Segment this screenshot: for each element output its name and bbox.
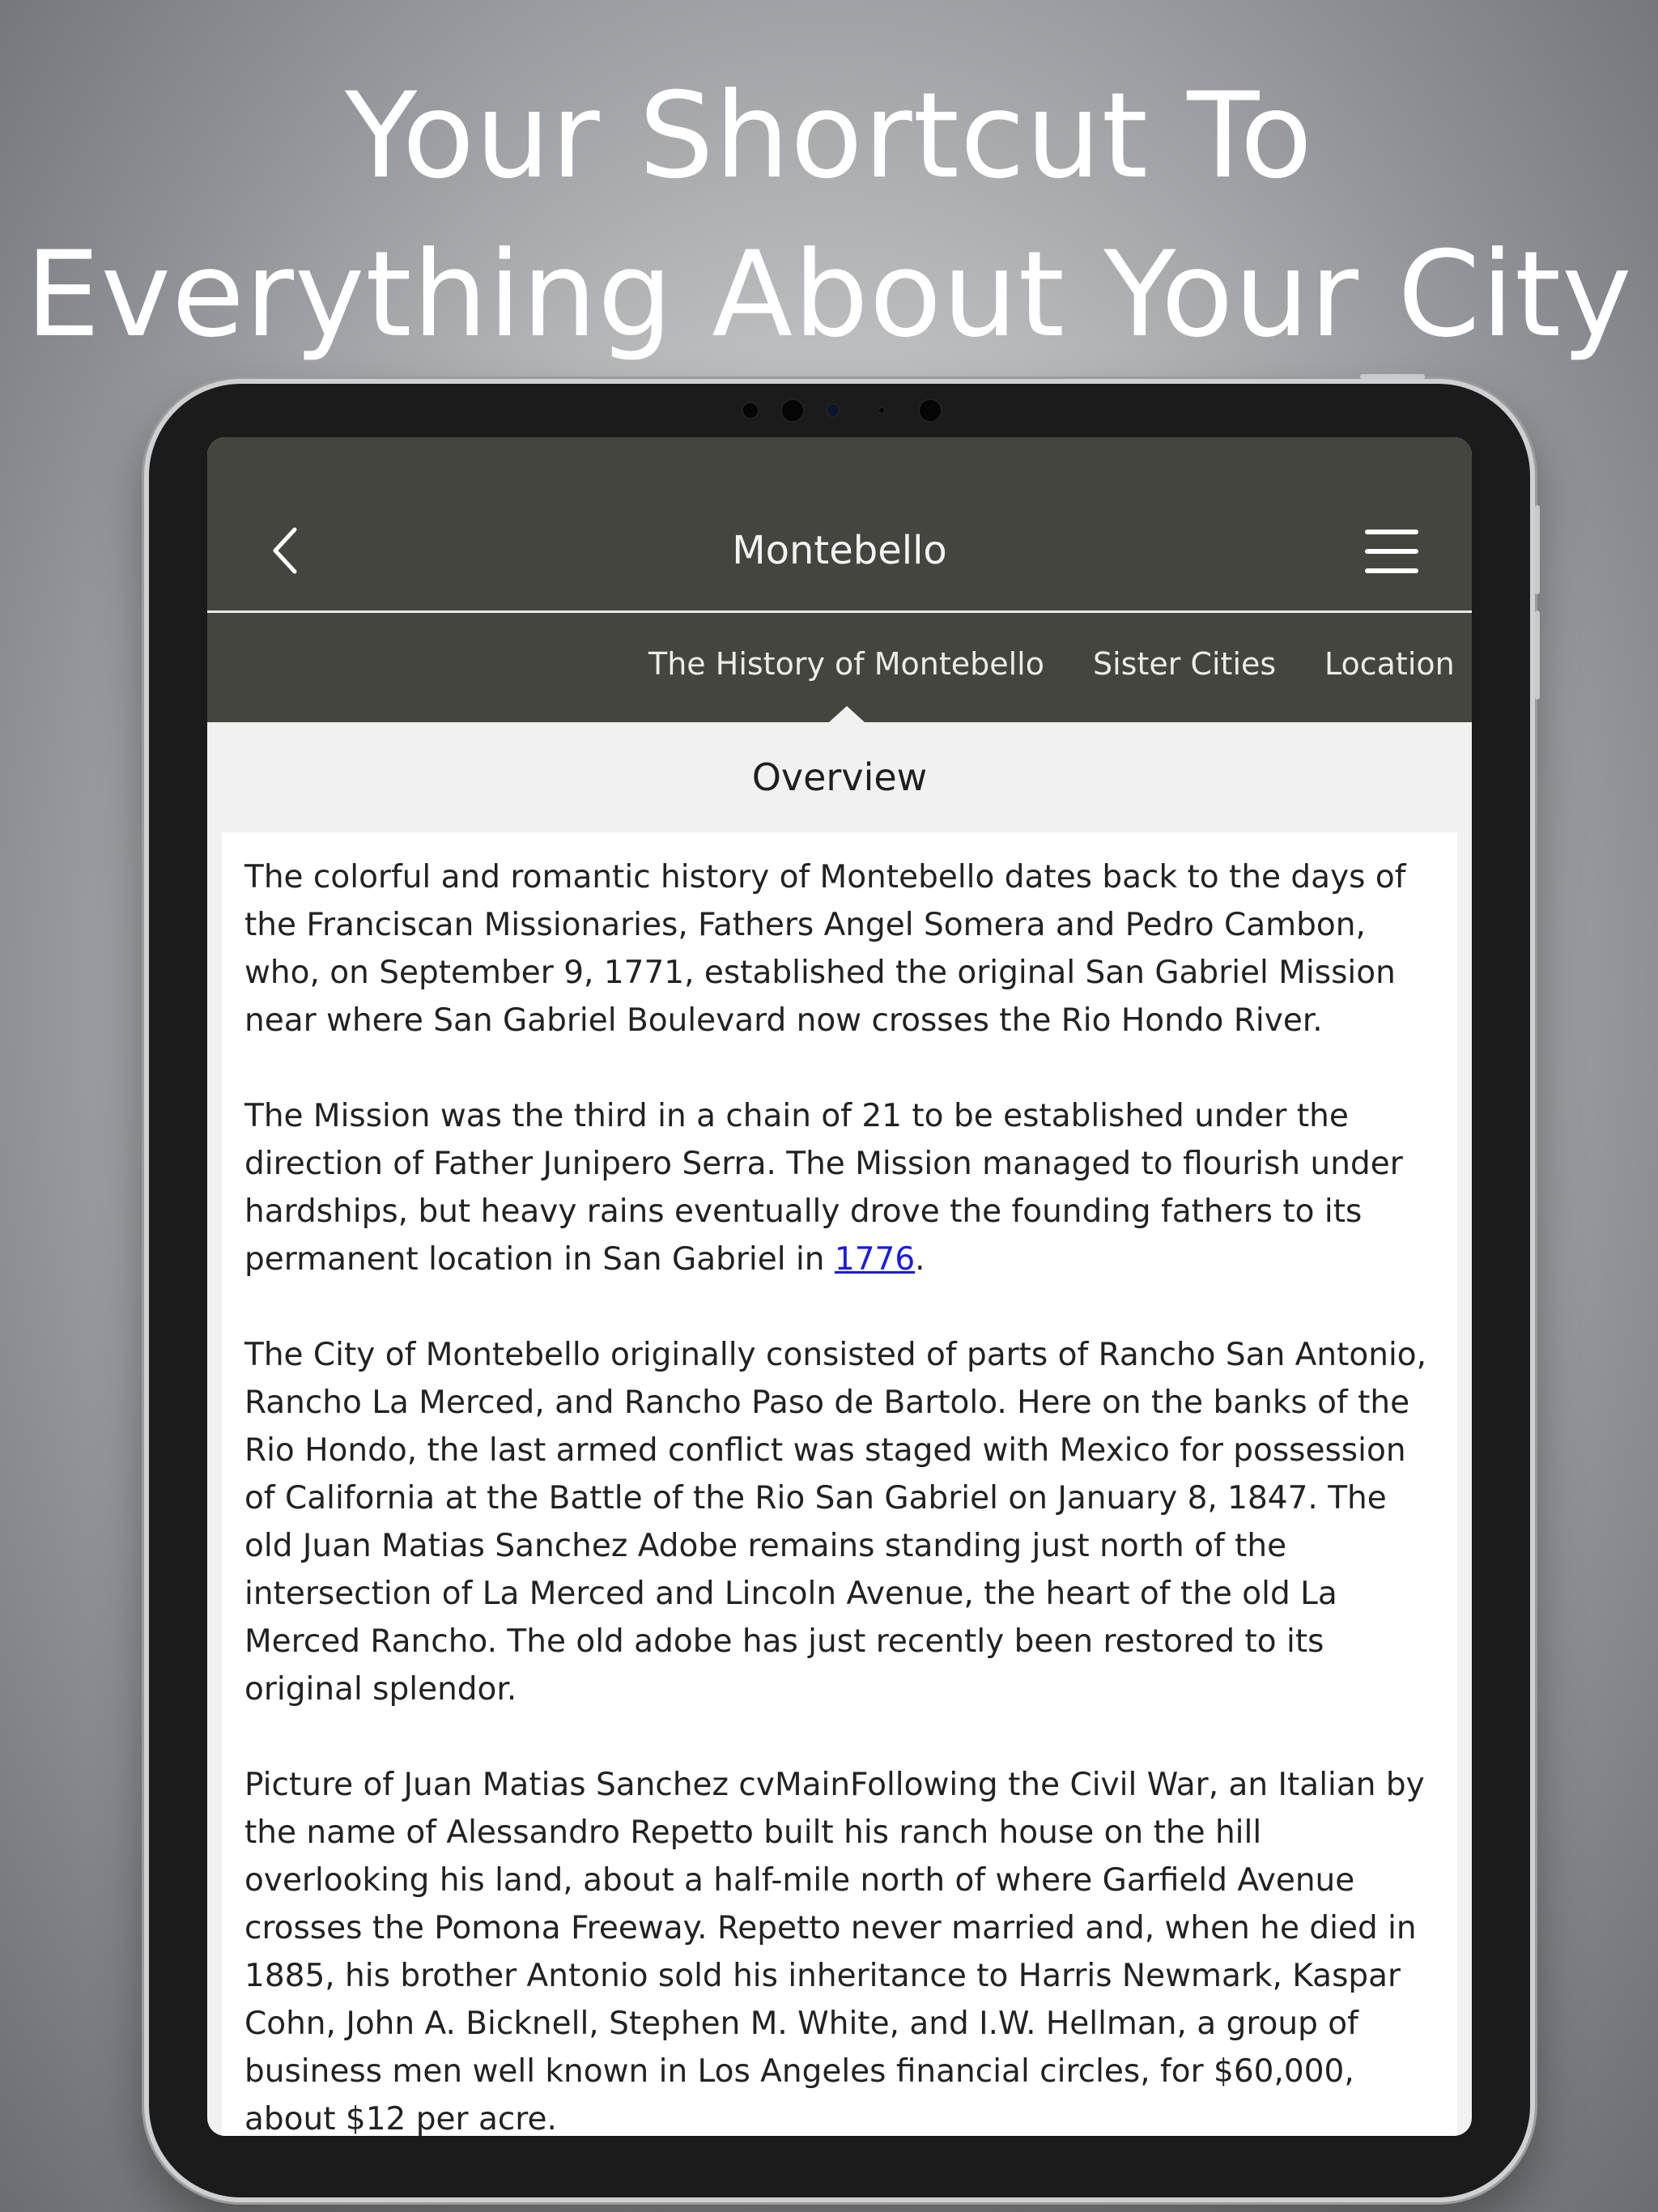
selected-tab-indicator: [829, 706, 865, 722]
article-paragraph-2-text: The Mission was the third in a chain of 21 to be established under the direction of Father Junipero Serra. The Mission managed to flourish under hardships, but heavy rains eventually drove the founding fathers to its permanent location in San Gabriel in: [244, 1098, 1403, 1278]
tab-history-of-montebello[interactable]: The History of Montebello: [648, 646, 1044, 682]
promo-headline: [0, 57, 1658, 374]
tab-sister-cities[interactable]: Sister Cities: [1093, 646, 1277, 682]
proximity-sensor-icon: [878, 406, 886, 415]
article-paragraph-4: Picture of Juan Matias Sanchez cvMainFollowing the Civil War, an Italian by the name of Alessandro Repetto built his ranch house on the hill overlooking his land, about a half-mile north of where Garfield Avenue crosses the Pomona Freeway. Repetto never married and, when he died in 1885, his brother Antonio sold his inheritance to Harris Newmark, Kaspar Cohn, John A. Bicknell, Stephen M. White, and I.W. Hellman, a group of business men well known in Los Angeles financial circles, for $60,000, about $12 per acre.: [244, 1767, 1425, 2136]
section-title: Overview: [751, 755, 928, 799]
promo-headline-line-2: Everything About Your City: [25, 226, 1633, 364]
tab-location[interactable]: Location: [1324, 646, 1455, 682]
tablet-frame: [144, 379, 1535, 2202]
power-button: [1360, 374, 1425, 379]
sensor-dot-icon: [742, 402, 759, 419]
camera-lens-icon: [780, 398, 805, 423]
hamburger-menu-icon: [1365, 549, 1418, 554]
menu-button[interactable]: [1365, 530, 1420, 573]
article-paragraph-1: The colorful and romantic history of Montebello dates back to the days of the Franciscan Missionaries, Fathers Angel Somera and Pedro Cambon, who, on September 9, 1771, established the original San Gabriel Mission near where San Gabriel Boulevard now crosses the Rio Hondo River.: [244, 859, 1406, 1039]
article-content[interactable]: [222, 832, 1457, 2136]
article-paragraph-2-period: .: [915, 1241, 925, 1278]
flood-illuminator-icon: [918, 398, 942, 423]
article-paragraph-2: [244, 1092, 1435, 1283]
promo-headline-line-1: Your Shortcut To: [344, 67, 1314, 205]
front-camera-icon: [826, 403, 840, 418]
volume-button-bottom: [1535, 610, 1540, 700]
year-1776-link[interactable]: 1776: [834, 1241, 916, 1278]
article-paragraph-3: The City of Montebello originally consisted of parts of Rancho San Antonio, Rancho La Merced, and Rancho Paso de Bartolo. Here on the banks of the Rio Hondo, the last armed conflict was staged with Mexico for possession of California at the Battle of the Rio San Gabriel on January 8, 1847. The old Juan Matias Sanchez Adobe remains standing just north of the intersection of La Merced and Lincoln Avenue, the heart of the old La Merced Rancho. The old adobe has just recently been restored to its original splendor.: [244, 1337, 1427, 1708]
app-screen: [207, 437, 1472, 2136]
navigation-bar: [207, 437, 1472, 610]
hamburger-menu-icon: [1365, 568, 1418, 573]
page-title: Montebello: [732, 528, 947, 573]
hamburger-menu-icon: [1365, 530, 1418, 534]
volume-button-top: [1535, 505, 1540, 594]
